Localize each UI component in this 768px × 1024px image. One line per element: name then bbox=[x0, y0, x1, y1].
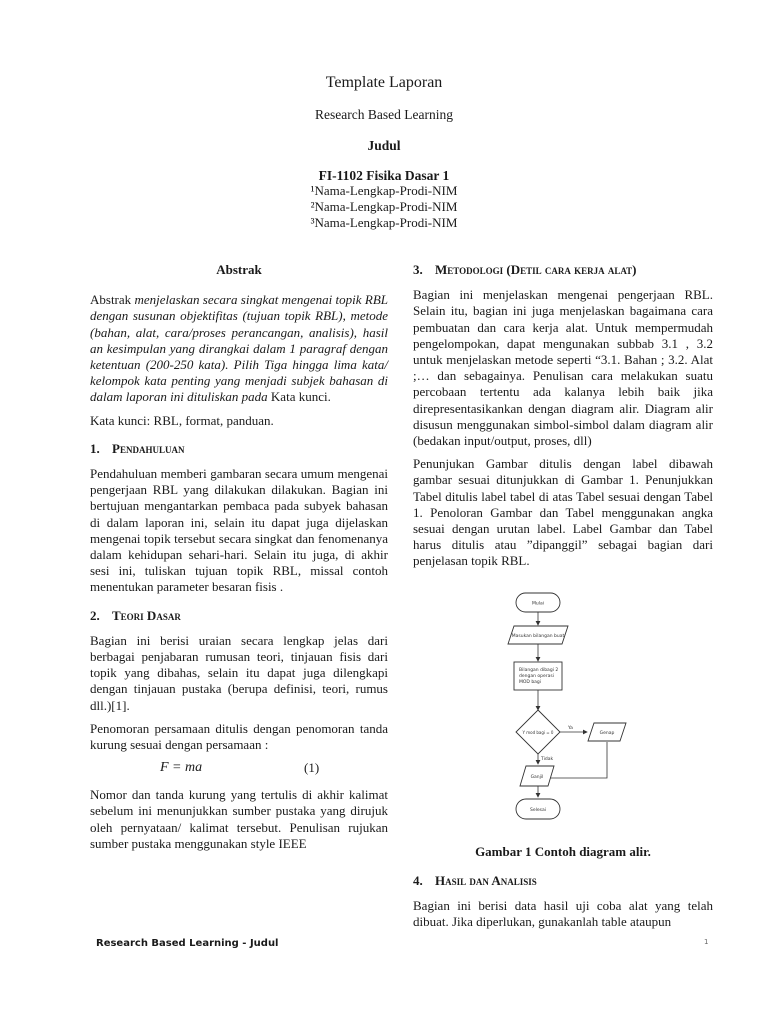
node-input-label: Masukan bilangan buat bbox=[511, 634, 565, 639]
subtitle: Research Based Learning bbox=[315, 107, 453, 122]
section-3-heading: 3. Metodologi (Detil cara kerja alat) bbox=[413, 262, 637, 277]
page-number: 1 bbox=[704, 938, 709, 946]
section-2-paragraph-1: Bagian ini berisi uraian secara lengkap jelas dari berbagai penjabaran rumusan teori, tinjauan fisis dari topik yang dibahas, selain itu dapat juga dilengkapi dengan tinjauan pustaka (berupa definisi, teori, rumus dll.)[1]. bbox=[90, 632, 388, 713]
section-4-heading: 4. Hasil dan Analisis bbox=[413, 873, 537, 888]
keywords: Kata kunci: RBL, format, panduan. bbox=[90, 412, 274, 428]
node-genap-label: Genap bbox=[599, 731, 615, 736]
figure-caption: Gambar 1 Contoh diagram alir. bbox=[475, 844, 651, 859]
abstract-text: Abstrak menjelaskan secara singkat mengenai topik RBL dengan susunan objektifitas (tujuan topik RBL), metode (bahan, alat, cara/proses perancangan, analisis), hasil an kesimpulan yang dirangkai dalam 1 paragraf dengan ketentuan (200-250 kata). Pilih Tiga hingga lima kata/ kelompok kata penting yang menjadi subjek bahasan di dalam laporan ini dituliskan pada Kata kunci. bbox=[90, 292, 388, 405]
node-ganjil-label: Ganjil bbox=[530, 775, 544, 780]
section-1-paragraph: Pendahuluan memberi gambaran secara umum mengenai pengerjaan RBL yang dilakukan dilakukan. Bagian ini bertujuan mengantarkan pembaca pada subyek bahasan di dalam laporan ini, selain itu dapat juga dijelaskan mengenai topik tersebut secara singkat dan fenomenanya dalam kehidupan sehari-hari. Selain itu juga, di akhir sesi ini, tuliskan tujuan topik RBL, missal contoh menentukan parameter besaran fisis . bbox=[90, 466, 388, 595]
no-label: Tidak bbox=[541, 757, 554, 762]
node-process-label-1: Bilangan dibagi 2 bbox=[519, 668, 559, 673]
node-process-label-2: dengan operasi bbox=[519, 674, 554, 679]
course-code: FI-1102 Fisika Dasar 1 bbox=[318, 168, 450, 183]
yes-label: Ya bbox=[568, 726, 573, 731]
equation-expression: F = ma bbox=[160, 760, 203, 776]
section-1-heading: 1. Pendahuluan bbox=[90, 440, 185, 456]
section-2-heading: 2. Teori Dasar bbox=[90, 607, 181, 623]
section-4 bbox=[413, 873, 713, 938]
node-decision-label: Y mod bagi = 0 bbox=[522, 730, 554, 735]
section-2-paragraph-3: Nomor dan tanda kurung yang tertulis di akhir kalimat sebelum ini menunjukkan sumber pustaka yang dirujuk oleh pernyataan/ kalimat tersebut. Penulisan rujukan sumber pustaka menggunakan style IEEE bbox=[90, 787, 388, 851]
abstract-title: Abstrak bbox=[216, 262, 262, 277]
flowchart-figure bbox=[490, 588, 650, 832]
section-2-paragraph-2: Penomoran persamaan ditulis dengan penomoran tanda kurung sesuai dengan persamaan : bbox=[90, 720, 388, 753]
section-3-paragraph-2: Penunjukan Gambar ditulis dengan label dibawah gambar sesuai ditunjukkan di Gambar 1. Penunjukkan Tabel ditulis label tabel di atas Tabel sesuai dengan Tabel 1. Penoloran Gambar dan Tabel menggunakan angka sesuai dengan urutan label. Label Gambar dan Tabel harus ditulis atau ”dipanggil” sebagai bagian dari penjelasan topik RBL. bbox=[413, 456, 713, 569]
left-column bbox=[90, 262, 388, 859]
author-2: ²Nama-Lengkap-Prodi-NIM bbox=[310, 199, 458, 214]
author-3: ³Nama-Lengkap-Prodi-NIM bbox=[310, 215, 458, 230]
footer-text: Research Based Learning - Judul bbox=[96, 938, 279, 949]
author-1: ¹Nama-Lengkap-Prodi-NIM bbox=[310, 183, 458, 198]
page-title: Template Laporan bbox=[325, 74, 443, 91]
judul: Judul bbox=[367, 138, 401, 153]
node-end-label: Selesai bbox=[530, 808, 546, 813]
section-4-paragraph: Bagian ini berisi data hasil uji coba alat yang telah dibuat. Jika diperlukan, gunakanlah table ataupun bbox=[413, 898, 713, 930]
right-column bbox=[413, 262, 713, 577]
equation-number: (1) bbox=[304, 760, 320, 776]
node-start-label: Mulai bbox=[532, 601, 544, 607]
section-3-paragraph-1: Bagian ini menjelaskan mengenai pengerjaan RBL. Selain itu, bagian ini juga menjelaskan bagaimana cara pembuatan dan cara kerja alat. Untuk mempermudah pengelompokan, dapat mengunakan subbab 3.1 , 3.2 untuk menjelaskan metode seperti “3.1. Bahan ; 3.2. Alat ;… dan sebagainya. Penulisan cara melakukan suatu percobaan tertentu ada kalanya lebih baik jika direpresentasikankan dengan diagram alir. Diagram alir disusun menggunakan simbol-simbol dalam diagram alir (bedakan input/output, proses, dll) bbox=[413, 287, 713, 449]
equation bbox=[90, 760, 388, 780]
node-process-label-3: MOD bagi bbox=[519, 680, 542, 685]
